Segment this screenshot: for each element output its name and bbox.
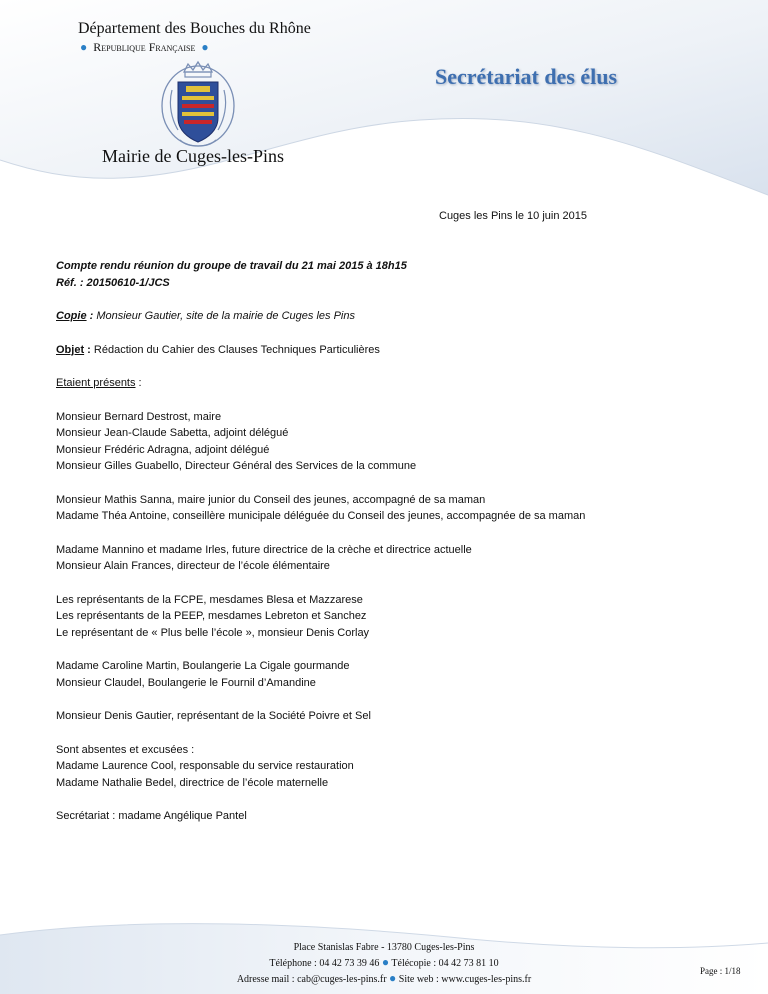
department-name: Département des Bouches du Rhône [78,20,311,37]
object-label: Objet [56,343,85,356]
copy-label: Copie [56,310,87,322]
footer-email[interactable]: Adresse mail : cab@cuges-les-pins.fr [236,974,387,985]
bullet-icon: ● [389,971,397,985]
footer-website[interactable]: Site web : www.cuges-les-pins.fr [398,974,532,985]
attendee: Monsieur Claudel, Boulangerie le Fournil d’Amandine [56,676,316,689]
document-body [56,258,716,825]
attendee: Madame Théa Antoine, conseillère municipale déléguée du Conseil des jeunes, accompagnée de sa maman [56,510,586,522]
attendee: Le représentant de « Plus belle l’école », monsieur Denis Corlay [56,626,370,639]
footer-fax: Télécopie : 04 42 73 81 10 [391,958,499,969]
town-hall-name: Mairie de Cuges-les-Pins [102,146,284,166]
attendee: Monsieur Denis Gautier, représentant de la Société Poivre et Sel [56,710,371,722]
attendee: Les représentants de la FCPE, mesdames Blesa et Mazzarese [56,593,363,606]
object-text: Rédaction du Cahier des Clauses Techniques Particulières [93,343,380,356]
copy-text: Monsieur Gautier, site de la mairie de Cuges les Pins [96,310,355,322]
report-title: Compte rendu réunion du groupe de travail du 21 mai 2015 à 18h15 [56,260,407,272]
service-title: Secrétariat des élus [435,64,618,89]
footer-contact [0,955,768,971]
attendee: Monsieur Frédéric Adragna, adjoint délégué [56,443,270,456]
absent-person: Madame Nathalie Bedel, directrice de l’école maternelle [56,776,329,789]
absent-person: Madame Laurence Cool, responsable du service restauration [56,760,354,772]
copy-line: Copie : Monsieur Gautier, site de la mairie de Cuges les Pins [56,310,355,322]
footer-phone: Téléphone : 04 42 73 39 46 [269,958,380,969]
attendee: Monsieur Jean-Claude Sabetta, adjoint délégué [56,427,289,439]
attendee: Madame Caroline Martin, Boulangerie La Cigale gourmande [56,660,350,672]
attendee: Monsieur Bernard Destrost, maire [56,410,222,423]
attendee: Monsieur Mathis Sanna, maire junior du Conseil des jeunes, accompagné de sa maman [56,493,486,506]
secretariat-line: Secrétariat : madame Angélique Pantel [56,810,247,822]
footer-address: Place Stanislas Fabre - 13780 Cuges-les-Pins [293,942,475,953]
republic-line [80,40,209,55]
page-number: Page : 1/18 [700,966,741,976]
republic-label: Republique Française [93,40,196,54]
bullet-icon: ● [201,40,209,54]
attendee: Monsieur Gilles Guabello, Directeur Général des Services de la commune [56,460,417,472]
footer-online [0,971,768,987]
absent-heading: Sont absentes et excusées : [56,743,195,756]
attendee: Les représentants de la PEEP, mesdames Lebreton et Sanchez [56,610,367,622]
attendee: Monsieur Alain Frances, directeur de l’école élémentaire [56,560,330,572]
reference: Réf. : 20150610-1/JCS [56,276,170,289]
footer [0,941,768,987]
present-heading: Etaient présents : [56,377,142,389]
coat-of-arms-icon [158,60,238,150]
bullet-icon: ● [80,40,88,54]
document-date: Cuges les Pins le 10 juin 2015 [439,210,587,222]
attendee: Madame Mannino et madame Irles, future directrice de la crèche et directrice actuelle [56,543,472,556]
object-line: Objet : Rédaction du Cahier des Clauses Techniques Particulières [56,343,380,356]
bullet-icon: ● [381,955,390,969]
